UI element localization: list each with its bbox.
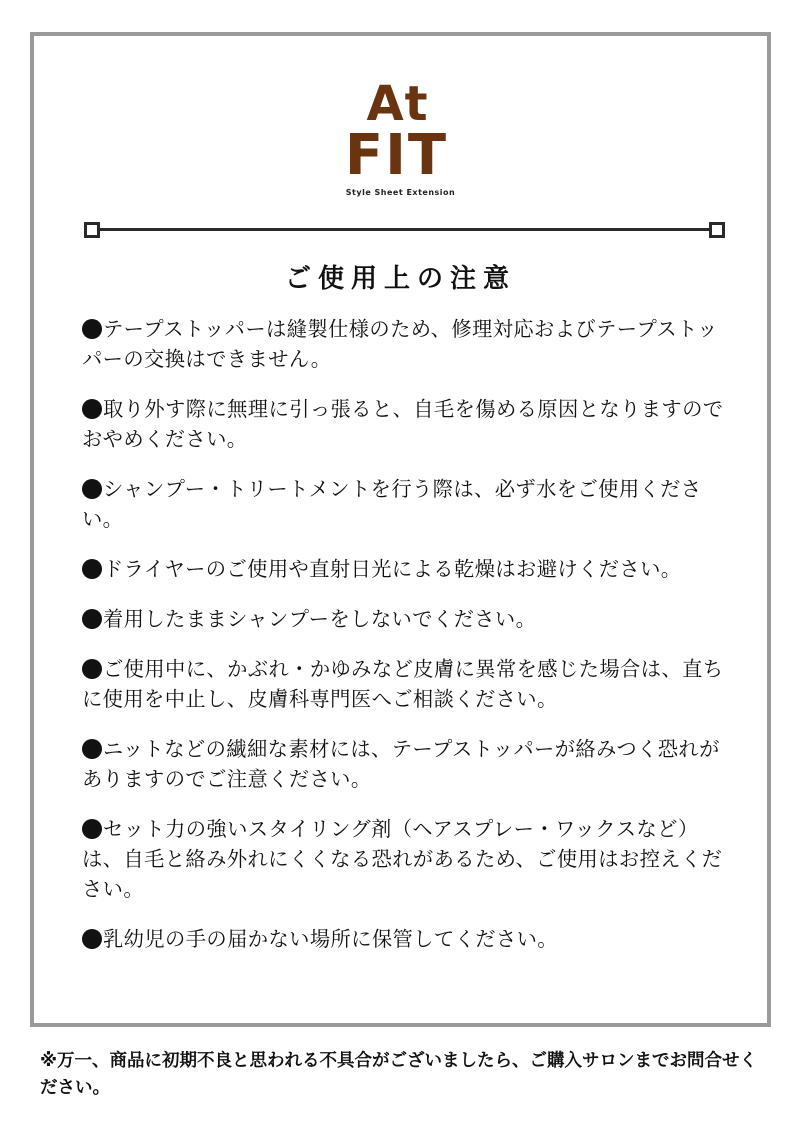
list-item-text: 取り外す際に無理に引っ張ると、自毛を傷める原因となりますのでおやめください。 <box>82 397 724 451</box>
list-item-text: シャンプー・トリートメントを行う際は、必ず水をご使用ください。 <box>82 477 702 531</box>
list-item-text: ご使用中に、かぶれ・かゆみなど皮膚に異常を感じた場合は、直ちに使用を中止し、皮膚科専門医へご相談ください。 <box>82 657 724 711</box>
list-item <box>82 814 724 904</box>
list-item <box>82 924 724 954</box>
bullet-icon <box>82 609 102 629</box>
bullet-icon <box>82 559 102 579</box>
logo-tagline: Style Sheet Extension <box>345 188 456 197</box>
bullet-icon <box>82 659 102 679</box>
list-item <box>82 394 724 454</box>
list-item-text: ドライヤーのご使用や直射日光による乾燥はお避けください。 <box>103 557 682 581</box>
list-item <box>82 314 724 374</box>
list-item <box>82 734 724 794</box>
logo-line-fit: FIT <box>344 123 449 188</box>
list-item <box>82 474 724 534</box>
bullet-icon <box>82 739 102 759</box>
list-item <box>82 554 724 584</box>
bullet-icon <box>82 399 102 419</box>
footnote: ※万一、商品に初期不良と思われる不具合がございましたら、ご購入サロンまでお問合せください。 <box>40 1051 758 1098</box>
bullet-icon <box>82 929 102 949</box>
list-item <box>82 654 724 714</box>
bullet-icon <box>82 319 102 339</box>
list-item-text: ニットなどの繊細な素材には、テープストッパーが絡みつく恐れがありますのでご注意ください。 <box>82 737 720 791</box>
list-item-text: 着用したままシャンプーをしないでください。 <box>103 607 537 631</box>
brand-logo <box>34 76 767 188</box>
bullet-icon <box>82 479 102 499</box>
page-title: ご使用上の注意 <box>284 264 516 294</box>
section-divider <box>84 222 725 238</box>
divider-cap-right <box>709 222 725 238</box>
divider-cap-left <box>84 222 100 238</box>
list-item-text: セット力の強いスタイリング剤（ヘアスプレー・ワックスなど）は、自毛と絡み外れにくくなる恐れがあるため、ご使用はお控えください。 <box>82 817 723 901</box>
list-item-text: テープストッパーは縫製仕様のため、修理対応およびテープストッパーの交換はできません。 <box>82 317 718 371</box>
list-item <box>82 604 724 634</box>
caution-list <box>82 314 724 974</box>
logo-line-at: At <box>366 76 429 132</box>
bullet-icon <box>82 819 102 839</box>
notice-card <box>30 32 771 1027</box>
list-item-text: 乳幼児の手の届かない場所に保管してください。 <box>103 927 558 951</box>
divider-line <box>96 228 713 231</box>
